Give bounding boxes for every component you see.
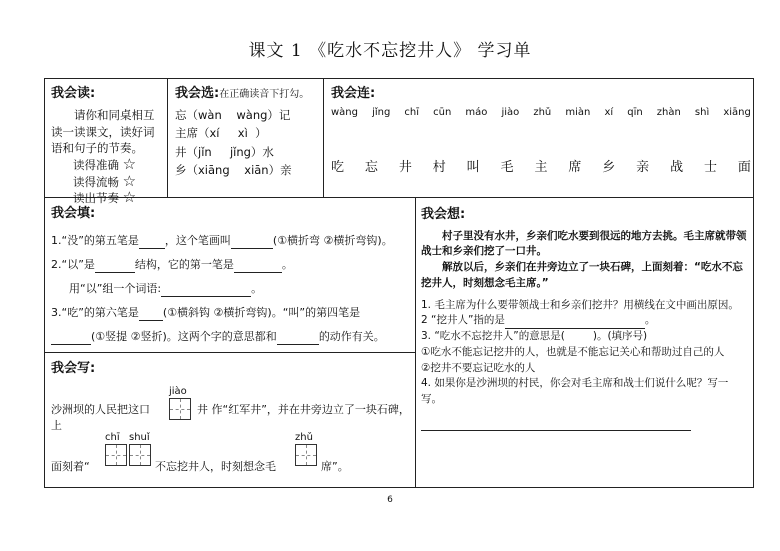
choose-item[interactable]: 井（jǐn jǐng）水 — [175, 144, 274, 159]
answer-blank[interactable] — [234, 260, 282, 273]
char-item[interactable]: 吃 — [331, 160, 345, 175]
pinyin-label: zhǔ — [295, 432, 313, 443]
choose-heading: 我会选: — [175, 86, 220, 101]
pinyin-item[interactable]: qīn — [627, 107, 643, 118]
star-icon[interactable]: ☆ — [122, 171, 137, 190]
char-item[interactable]: 村 — [432, 160, 446, 175]
connect-pinyin-row — [331, 107, 751, 118]
answer-blank[interactable] — [139, 236, 165, 249]
fill-q3-text: 的动作有关。 — [318, 329, 385, 343]
pinyin-item[interactable]: miàn — [565, 107, 591, 118]
pinyin-item[interactable]: zhàn — [656, 107, 681, 118]
read-goal: 读出节奏 ☆ — [73, 188, 137, 207]
pinyin-item[interactable]: jiào — [501, 107, 520, 118]
connect-section — [331, 85, 375, 104]
think-q3: 3. “吃水不忘挖井人”的意思是( )。(填序号) — [421, 330, 648, 342]
write-line1-text: 井 作“红军井”，并在井旁边立了一块石碑， — [197, 403, 410, 416]
read-heading: 我会读: — [51, 86, 96, 101]
think-passage: 村子里没有水井，乡亲们吃水要到很远的地方去挑。毛主席就带领战士和乡亲们挖了一口井。 — [421, 229, 747, 258]
char-item[interactable]: 亲 — [636, 160, 650, 175]
pinyin-item[interactable]: xí — [604, 107, 614, 118]
writing-grid[interactable] — [169, 398, 191, 420]
fill-q3-text: (①竖提 ②竖折)。这两个字的意思都和 — [91, 329, 277, 343]
pinyin-item[interactable]: xiāng — [723, 107, 751, 118]
write-line2-text: 面刻着“ — [51, 460, 90, 473]
fill-q2-text: 。 — [281, 257, 293, 271]
connect-char-row — [331, 156, 751, 175]
star-icon[interactable]: ☆ — [122, 154, 137, 173]
pinyin-label: chī — [105, 432, 120, 443]
answer-blank[interactable] — [51, 332, 91, 345]
choose-section — [175, 85, 321, 179]
divider — [45, 352, 415, 353]
read-goal: 读得准确 ☆ — [73, 154, 137, 173]
page-title: 课文 1 《吃水不忘挖井人》 学习单 — [248, 41, 532, 61]
char-item[interactable]: 战 — [670, 160, 684, 175]
fill-q1-text: 1.“没”的第五笔是 — [51, 233, 139, 247]
think-heading: 我会想: — [421, 207, 466, 222]
read-section — [51, 85, 163, 207]
worksheet-table — [44, 78, 754, 488]
think-q2: 2 “挖井人”指的是 。 — [421, 313, 747, 329]
answer-blank[interactable] — [505, 316, 645, 329]
pinyin-label: shuǐ — [129, 432, 150, 443]
star-icon[interactable]: ☆ — [122, 188, 137, 207]
fill-q1-text: (①横折弯 ②横折弯钩)。 — [272, 233, 393, 247]
write-line2-text: 席”。 — [321, 460, 349, 473]
pinyin-item[interactable]: zhǔ — [533, 107, 552, 118]
write-line1-text: 上 — [51, 419, 62, 432]
writing-grid[interactable] — [295, 444, 317, 466]
pinyin-item[interactable]: wàng — [331, 107, 358, 118]
fill-q3-text: (①横斜钩 ②横折弯钩)。“叫”的第四笔是 — [162, 305, 361, 319]
char-item[interactable]: 叫 — [466, 160, 480, 175]
fill-heading: 我会填: — [51, 206, 96, 221]
write-line1-text: 沙洲坝的人民把这口 — [51, 403, 150, 416]
think-section — [421, 205, 747, 431]
pinyin-item[interactable]: jǐng — [372, 107, 391, 118]
char-item[interactable]: 忘 — [364, 160, 378, 175]
char-item[interactable]: 乡 — [602, 160, 616, 175]
char-item[interactable]: 席 — [568, 160, 582, 175]
page-number: 6 — [387, 495, 393, 505]
fill-q2-text: 2.“以”是 — [51, 257, 95, 271]
divider — [323, 79, 324, 197]
fill-q1-text: ，这个笔画叫 — [164, 233, 231, 247]
fill-q2-text: 结构，它的第一笔是 — [134, 257, 234, 271]
divider — [415, 197, 416, 487]
answer-blank[interactable] — [95, 260, 135, 273]
divider — [167, 79, 168, 197]
connect-heading: 我会连: — [331, 86, 376, 101]
read-goal: 读得流畅 ☆ — [73, 171, 137, 190]
fill-q2-text: 用“以”组一个词语: — [69, 281, 162, 295]
pinyin-item[interactable]: chī — [404, 107, 420, 118]
think-passage: 解放以后，乡亲们在井旁边立了一块石碑，上面刻着：“吃水不忘挖井人，时刻想念毛主席。” — [421, 261, 743, 289]
think-q1: 1. 毛主席为什么要带领战士和乡亲们挖井？用横线在文中画出原因。 — [421, 298, 739, 311]
answer-blank[interactable] — [231, 236, 273, 249]
pinyin-item[interactable]: cūn — [433, 107, 452, 118]
char-item[interactable]: 面 — [737, 160, 751, 175]
write-line2-text: 不忘挖井人，时刻想念毛 — [155, 460, 276, 473]
char-item[interactable]: 主 — [534, 160, 548, 175]
choose-item[interactable]: 乡（xiāng xiān）亲 — [175, 163, 292, 178]
writing-grid[interactable] — [105, 444, 127, 466]
think-q4: 4. 如果你是沙洲坝的村民，你会对毛主席和战士们说什么呢？写一写。 — [421, 377, 729, 405]
read-instruction: 请你和同桌相互读一读课文，读好词语和句子的节奏。 — [51, 107, 155, 156]
answer-blank[interactable] — [139, 308, 163, 321]
char-item[interactable]: 毛 — [500, 160, 514, 175]
pinyin-item[interactable]: shì — [694, 107, 710, 118]
write-section — [51, 360, 411, 379]
fill-q3-text: 3.“吃”的第六笔是 — [51, 305, 139, 319]
think-option: ①吃水不能忘记挖井的人，也就是不能忘记关心和帮助过自己的人 — [421, 345, 725, 358]
writing-grid[interactable] — [129, 444, 151, 466]
choose-item[interactable]: 主席（xí xì ） — [175, 126, 267, 141]
pinyin-label: jiào — [169, 386, 187, 397]
char-item[interactable]: 井 — [398, 160, 412, 175]
choose-hint: 在正确读音下打勾。 — [219, 89, 310, 100]
answer-blank[interactable] — [277, 332, 319, 345]
pinyin-item[interactable]: máo — [465, 107, 488, 118]
think-option: ②挖井不要忘记吃水的人 — [421, 361, 536, 374]
char-item[interactable]: 士 — [703, 160, 717, 175]
fill-section — [51, 205, 411, 345]
answer-line[interactable] — [421, 418, 691, 431]
write-heading: 我会写: — [51, 361, 96, 376]
answer-blank[interactable] — [161, 284, 251, 297]
fill-q2-text: 。 — [251, 281, 263, 295]
choose-item[interactable]: 忘（wàn wàng）记 — [175, 107, 291, 122]
